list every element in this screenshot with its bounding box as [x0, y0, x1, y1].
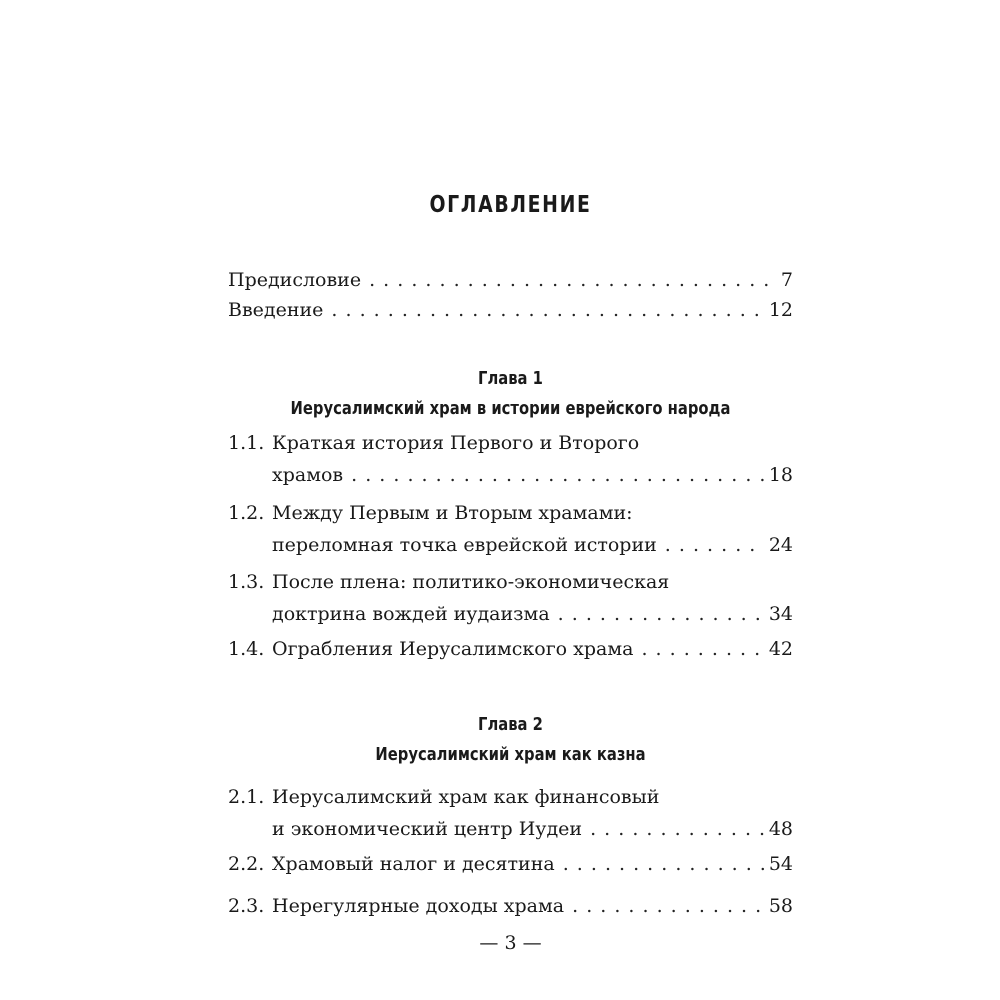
section-title-line1: Ограбления Иерусалимского храма — [272, 638, 634, 660]
section-number: 2.2. — [228, 853, 265, 875]
toc-title: ОГЛАВЛЕНИЕ — [429, 192, 592, 218]
section-number: 1.1. — [228, 432, 265, 454]
toc-page-number: 54 — [768, 853, 793, 875]
toc-section-2-1[interactable] — [228, 781, 793, 845]
section-title-line1: Иерусалимский храм как финансовый — [272, 786, 660, 808]
chapter-number: Глава 2 — [478, 714, 543, 735]
toc-section-1-4[interactable] — [228, 633, 793, 665]
toc-page-number: 18 — [768, 464, 793, 486]
section-title-line1: Краткая история Первого и Второго — [272, 432, 640, 454]
dot-leader — [641, 633, 764, 665]
chapter-number: Глава 1 — [478, 368, 543, 389]
page-folio: — 3 — — [479, 932, 542, 954]
section-number: 2.1. — [228, 786, 265, 808]
chapter-title: Иерусалимский храм как казна — [375, 744, 646, 765]
toc-section-1-1[interactable] — [228, 427, 793, 491]
toc-page-number: 24 — [768, 534, 793, 556]
toc-page-number: 58 — [768, 895, 793, 917]
section-title-line2: переломная точка еврейской истории — [272, 534, 657, 556]
dot-leader — [665, 529, 765, 561]
section-title-line1: Храмовый налог и десятина — [272, 853, 555, 875]
toc-section-2-3[interactable] — [228, 890, 793, 922]
dot-leader — [351, 459, 765, 491]
toc-section-1-2[interactable] — [228, 497, 793, 561]
section-number: 1.3. — [228, 571, 265, 593]
section-title-line2: и экономический центр Иудеи — [272, 818, 583, 840]
section-title-line1: После плена: политико-экономическая — [272, 571, 670, 593]
section-number: 1.4. — [228, 638, 265, 660]
toc-page-number: 7 — [780, 269, 793, 291]
dot-leader — [558, 598, 765, 630]
toc-entry-label: Предисловие — [228, 269, 362, 291]
book-page — [228, 0, 793, 1000]
dot-leader — [369, 264, 777, 296]
toc-entry-label: Введение — [228, 299, 324, 321]
toc-entry-preface[interactable] — [228, 264, 793, 296]
toc-entry-introduction[interactable] — [228, 294, 793, 326]
section-title-line2: доктрина вождей иудаизма — [272, 603, 550, 625]
toc-section-1-3[interactable] — [228, 566, 793, 630]
toc-page-number: 42 — [768, 638, 793, 660]
dot-leader — [590, 813, 765, 845]
section-title-line1: Нерегулярные доходы храма — [272, 895, 565, 917]
section-number: 2.3. — [228, 895, 265, 917]
chapter-title: Иерусалимский храм в истории еврейского народа — [290, 398, 731, 419]
toc-section-2-2[interactable] — [228, 848, 793, 880]
dot-leader — [331, 294, 764, 326]
toc-page-number: 34 — [768, 603, 793, 625]
toc-page-number: 48 — [768, 818, 793, 840]
dot-leader — [563, 848, 765, 880]
chapter-heading-1 — [228, 364, 793, 424]
section-number: 1.2. — [228, 502, 265, 524]
section-title-line1: Между Первым и Вторым храмами: — [272, 502, 633, 524]
chapter-heading-2 — [228, 710, 793, 770]
dot-leader — [572, 890, 765, 922]
section-title-line2: храмов — [272, 464, 344, 486]
toc-page-number: 12 — [768, 299, 793, 321]
